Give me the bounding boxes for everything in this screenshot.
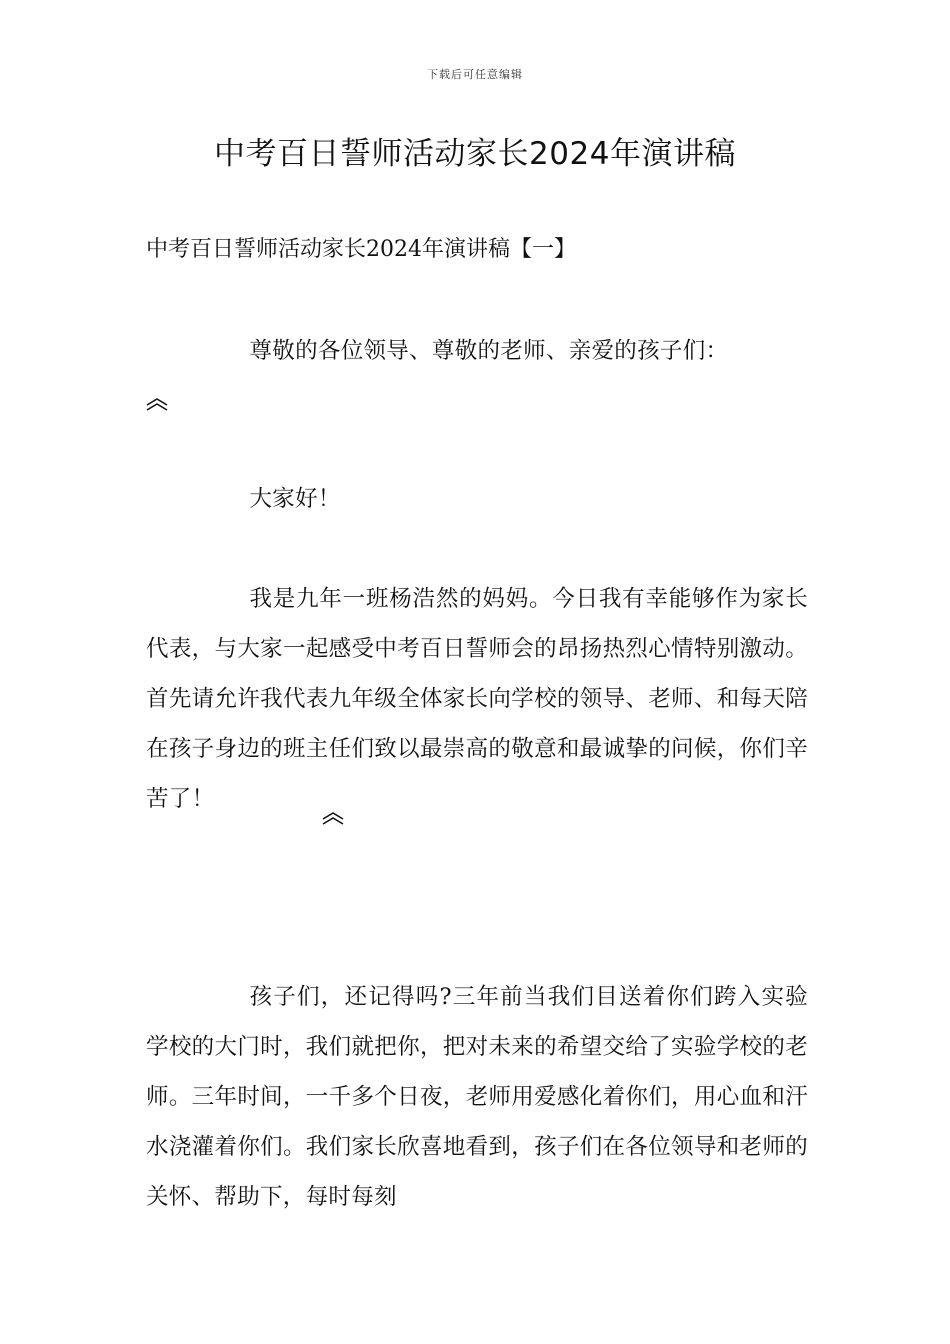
intro-text: 我是九年一班杨浩然的妈妈。今日我有幸能够作为家长代表，与大家一起感受中考百日誓师会的昂扬热烈心情特别激动。首先请允许我代表九年级全体家长向学校的领导、老师、和每天陪在孩子身边的班主任们致以最崇高的敬意和最诚挚的问候，你们辛苦了！	[146, 586, 808, 812]
greeting-paragraph	[146, 326, 826, 376]
hello-paragraph	[146, 474, 808, 524]
double-chevron-up-icon	[146, 396, 168, 410]
memory-paragraph	[146, 972, 808, 1222]
hello-text: 大家好！	[249, 486, 341, 512]
header-note: 下载后可任意编辑	[427, 68, 523, 81]
double-chevron-up-icon	[218, 793, 240, 807]
document-title: 中考百日誓师活动家长2024年演讲稿	[214, 136, 736, 172]
intro-paragraph	[146, 574, 808, 824]
memory-text: 孩子们，还记得吗?三年前当我们目送着你们跨入实验学校的大门时，我们就把你，把对未来的希望交给了实验学校的老师。三年时间，一千多个日夜，老师用爱感化着你们，用心血和汗水浇灌着你们。我们家长欣喜地看到，孩子们在各位领导和老师的关怀、帮助下，每时每刻	[146, 984, 808, 1210]
greeting-text: 尊敬的各位领导、尊敬的老师、亲爱的孩子们：	[249, 338, 729, 364]
section-heading: 中考百日誓师活动家长2024年演讲稿【一】	[146, 237, 576, 262]
